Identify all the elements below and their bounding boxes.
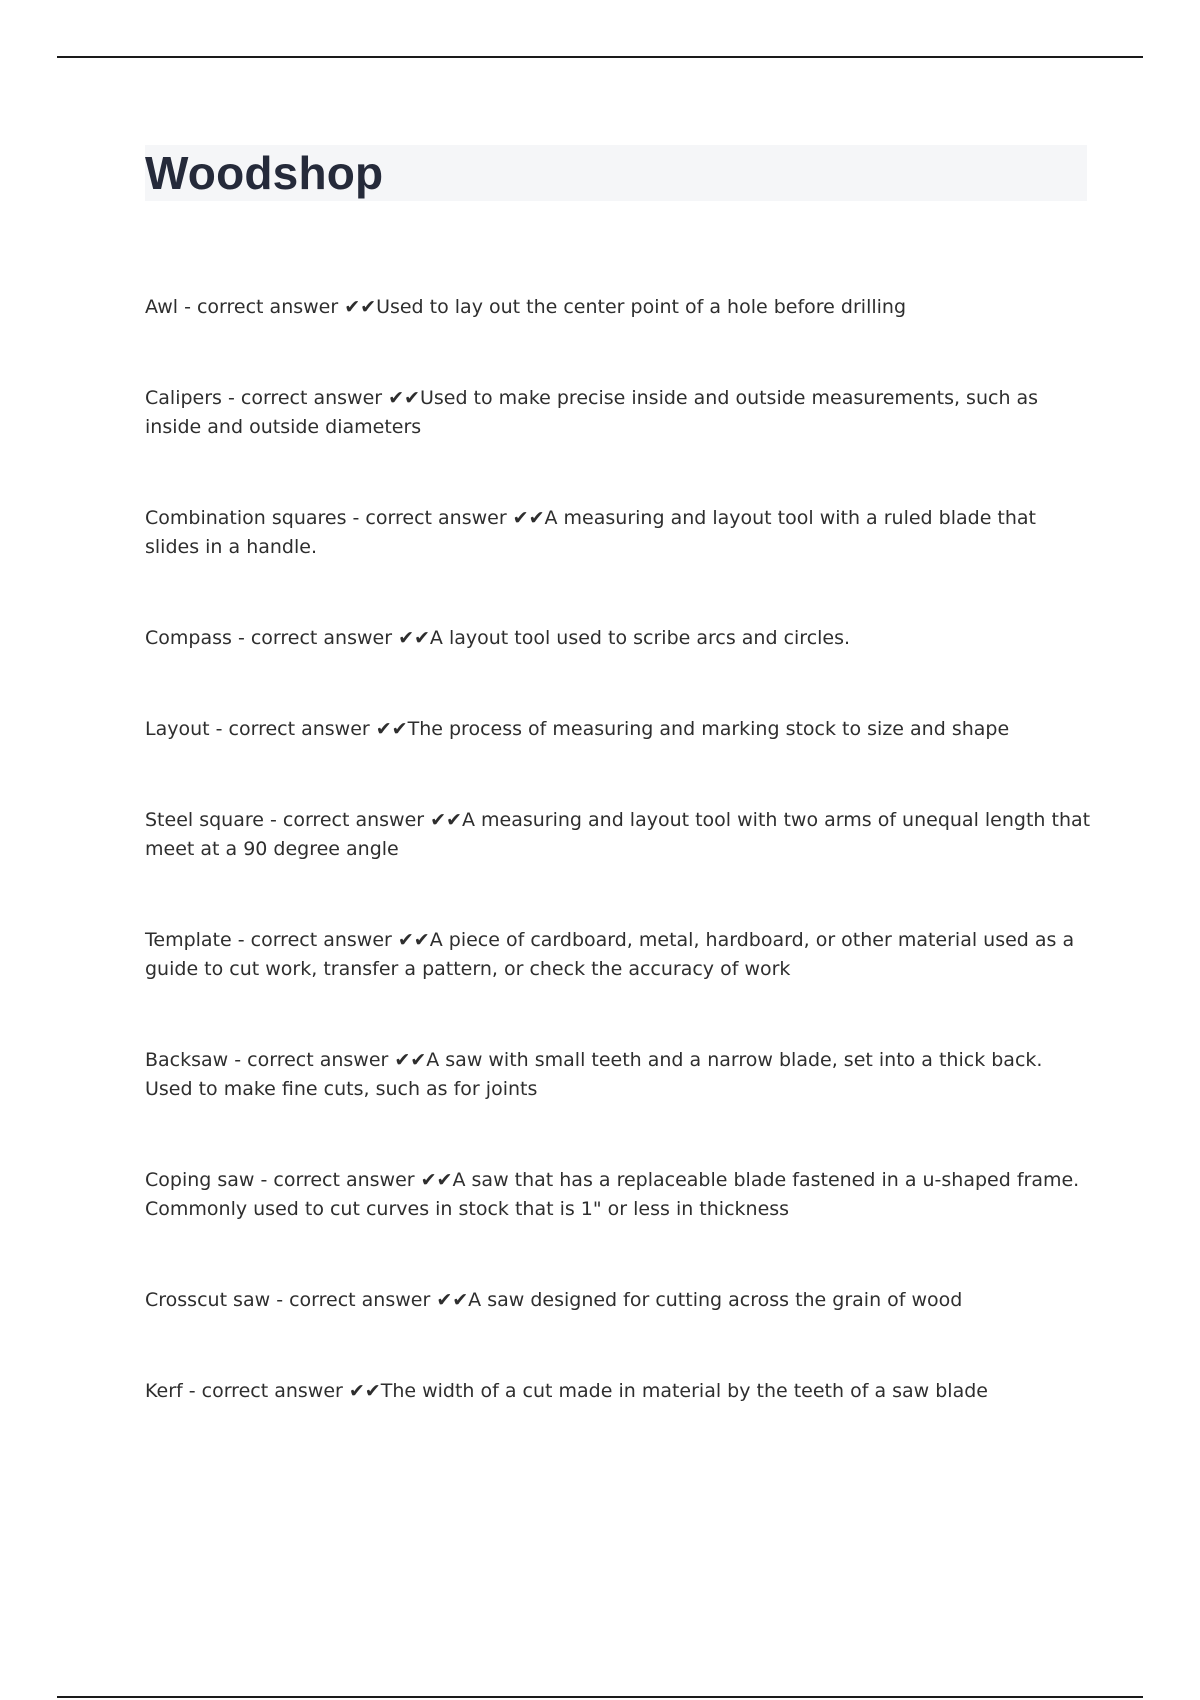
entry-term: Calipers (145, 387, 222, 409)
entry-term: Compass (145, 627, 232, 649)
flashcard-entry (145, 293, 1095, 322)
flashcard-entry (145, 926, 1095, 984)
flashcard-entry (145, 624, 1095, 653)
entry-definition: A measuring and layout tool with a ruled blade that slides in a handle. (145, 507, 1037, 558)
entry-term: Coping saw (145, 1169, 255, 1191)
entry-separator: - correct answer ✔✔ (254, 1169, 453, 1191)
entry-term: Crosscut saw (145, 1289, 271, 1311)
entry-definition: A saw designed for cutting across the grain of wood (468, 1289, 963, 1311)
entry-term: Steel square (145, 809, 264, 831)
entry-definition: A piece of cardboard, metal, hardboard, or other material used as a guide to cut work, transfer a pattern, or check the accuracy of work (145, 929, 1075, 980)
flashcard-list (145, 293, 1095, 1468)
entry-term: Template (145, 929, 232, 951)
entry-definition: The process of measuring and marking stock to size and shape (407, 718, 1010, 740)
entry-separator: - correct answer ✔✔ (231, 929, 430, 951)
entry-separator: - correct answer ✔✔ (228, 1049, 427, 1071)
entry-definition: A saw with small teeth and a narrow blade, set into a thick back. Used to make fine cuts, such as for joints (145, 1049, 1043, 1100)
entry-separator: - correct answer ✔✔ (346, 507, 545, 529)
entry-term: Backsaw (145, 1049, 229, 1071)
entry-definition: Used to make precise inside and outside measurements, such as inside and outside diameters (145, 387, 1039, 438)
flashcard-entry (145, 384, 1095, 442)
entry-separator: - correct answer ✔✔ (209, 718, 408, 740)
entry-separator: - correct answer ✔✔ (263, 809, 462, 831)
entry-term: Kerf (145, 1380, 183, 1402)
flashcard-entry (145, 1377, 1095, 1406)
flashcard-entry (145, 806, 1095, 864)
entry-definition: The width of a cut made in material by the teeth of a saw blade (380, 1380, 988, 1402)
entry-separator: - correct answer ✔✔ (182, 1380, 381, 1402)
entry-term: Layout (145, 718, 210, 740)
flashcard-entry (145, 1166, 1095, 1224)
entry-definition: A layout tool used to scribe arcs and circles. (429, 627, 851, 649)
entry-term: Combination squares (145, 507, 347, 529)
flashcard-entry (145, 715, 1095, 744)
document-title: Woodshop (145, 147, 384, 199)
entry-definition: A measuring and layout tool with two arms of unequal length that meet at a 90 degree angle (145, 809, 1091, 860)
entry-definition: A saw that has a replaceable blade fastened in a u-shaped frame. Commonly used to cut curves in stock that is 1" or less in thickness (145, 1169, 1080, 1220)
entry-separator: - correct answer ✔✔ (178, 296, 377, 318)
entry-separator: - correct answer ✔✔ (270, 1289, 469, 1311)
entry-separator: - correct answer ✔✔ (231, 627, 430, 649)
entry-separator: - correct answer ✔✔ (221, 387, 420, 409)
footer-rule (57, 1696, 1143, 1698)
flashcard-entry (145, 504, 1095, 562)
entry-term: Awl (145, 296, 179, 318)
flashcard-entry (145, 1286, 1095, 1315)
flashcard-entry (145, 1046, 1095, 1104)
header-rule (57, 56, 1143, 58)
entry-definition: Used to lay out the center point of a hole before drilling (376, 296, 907, 318)
